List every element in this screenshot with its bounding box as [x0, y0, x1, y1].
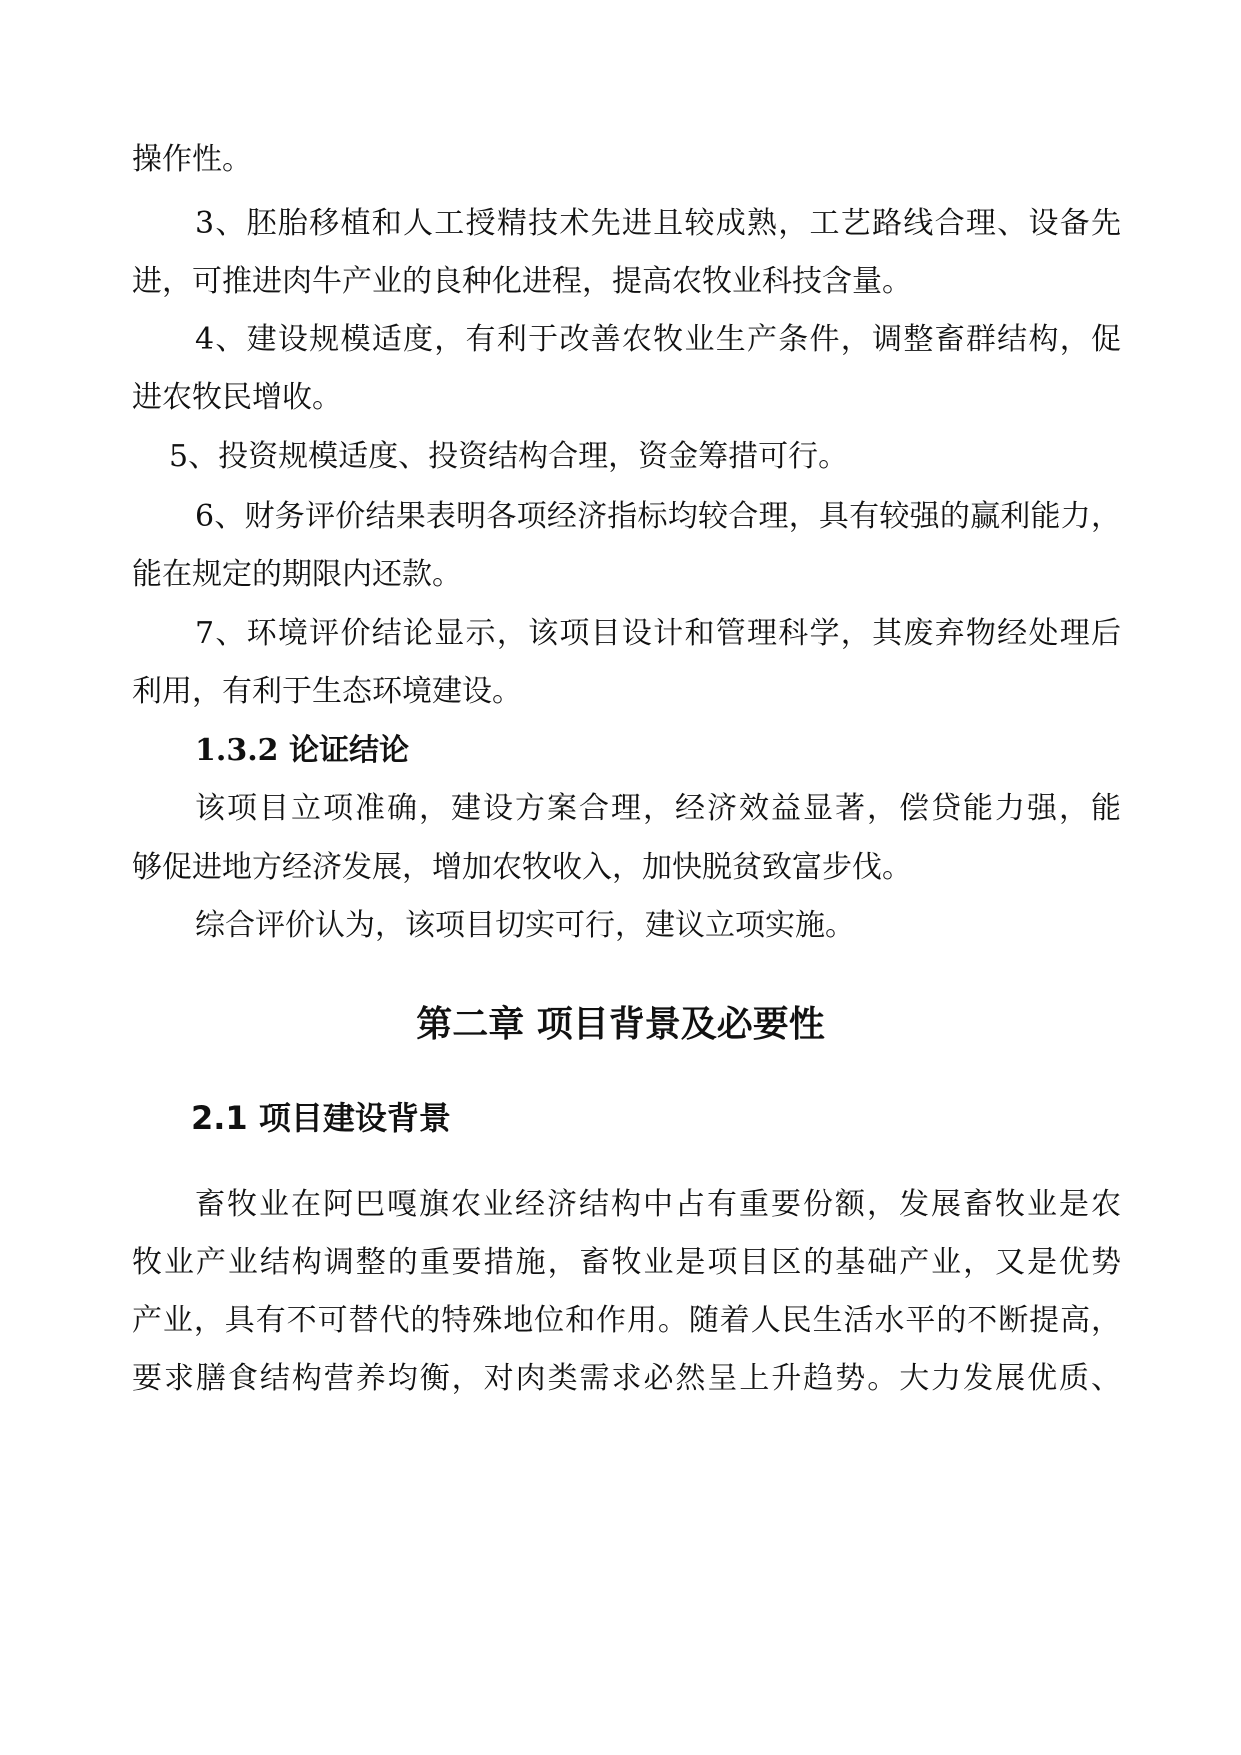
background-paragraph-line-1: 畜牧业在阿巴嘎旗农业经济结构中占有重要份额，发展畜牧业是农 [195, 1187, 1121, 1222]
conclusion-item-7-line-2: 利用，有利于生态环境建设。 [132, 674, 522, 709]
background-paragraph-line-2: 牧业产业结构调整的重要措施，畜牧业是项目区的基础产业，又是优势 [132, 1245, 1121, 1280]
background-paragraph-line-3: 产业，具有不可替代的特殊地位和作用。随着人民生活水平的不断提高， [132, 1303, 1121, 1338]
background-paragraph-line-4: 要求膳食结构营养均衡，对肉类需求必然呈上升趋势。大力发展优质、 [132, 1361, 1121, 1396]
conclusion-item-7-line-1: 7、环境评价结论显示，该项目设计和管理科学，其废弃物经处理后 [195, 616, 1121, 651]
subsection-heading-1-3-2: 1.3.2 论证结论 [195, 733, 409, 768]
chapter-title: 第二章 项目背景及必要性 [416, 1004, 825, 1045]
section-title-2-1: 2.1 项目建设背景 [191, 1099, 451, 1137]
conclusion-item-6-line-1: 6、财务评价结果表明各项经济指标均较合理，具有较强的赢利能力， [195, 499, 1121, 534]
intro-continuation-line: 操作性。 [132, 142, 252, 177]
conclusion-item-4-line-2: 进农牧民增收。 [132, 380, 342, 415]
conclusion-item-4-line-1: 4、建设规模适度，有利于改善农牧业生产条件，调整畜群结构，促 [195, 322, 1121, 357]
verdict-paragraph-line-2: 够促进地方经济发展，增加农牧收入，加快脱贫致富步伐。 [132, 850, 912, 885]
conclusion-item-3-line-1: 3、胚胎移植和人工授精技术先进且较成熟，工艺路线合理、设备先 [195, 206, 1121, 241]
overall-assessment-line: 综合评价认为，该项目切实可行，建议立项实施。 [195, 908, 855, 943]
conclusion-item-5-line-1: 5、投资规模适度、投资结构合理，资金筹措可行。 [169, 439, 849, 474]
conclusion-item-6-line-2: 能在规定的期限内还款。 [132, 557, 462, 592]
verdict-paragraph-line-1: 该项目立项准确，建设方案合理，经济效益显著，偿贷能力强，能 [195, 791, 1121, 826]
conclusion-item-3-line-2: 进，可推进肉牛产业的良种化进程，提高农牧业科技含量。 [132, 264, 912, 299]
